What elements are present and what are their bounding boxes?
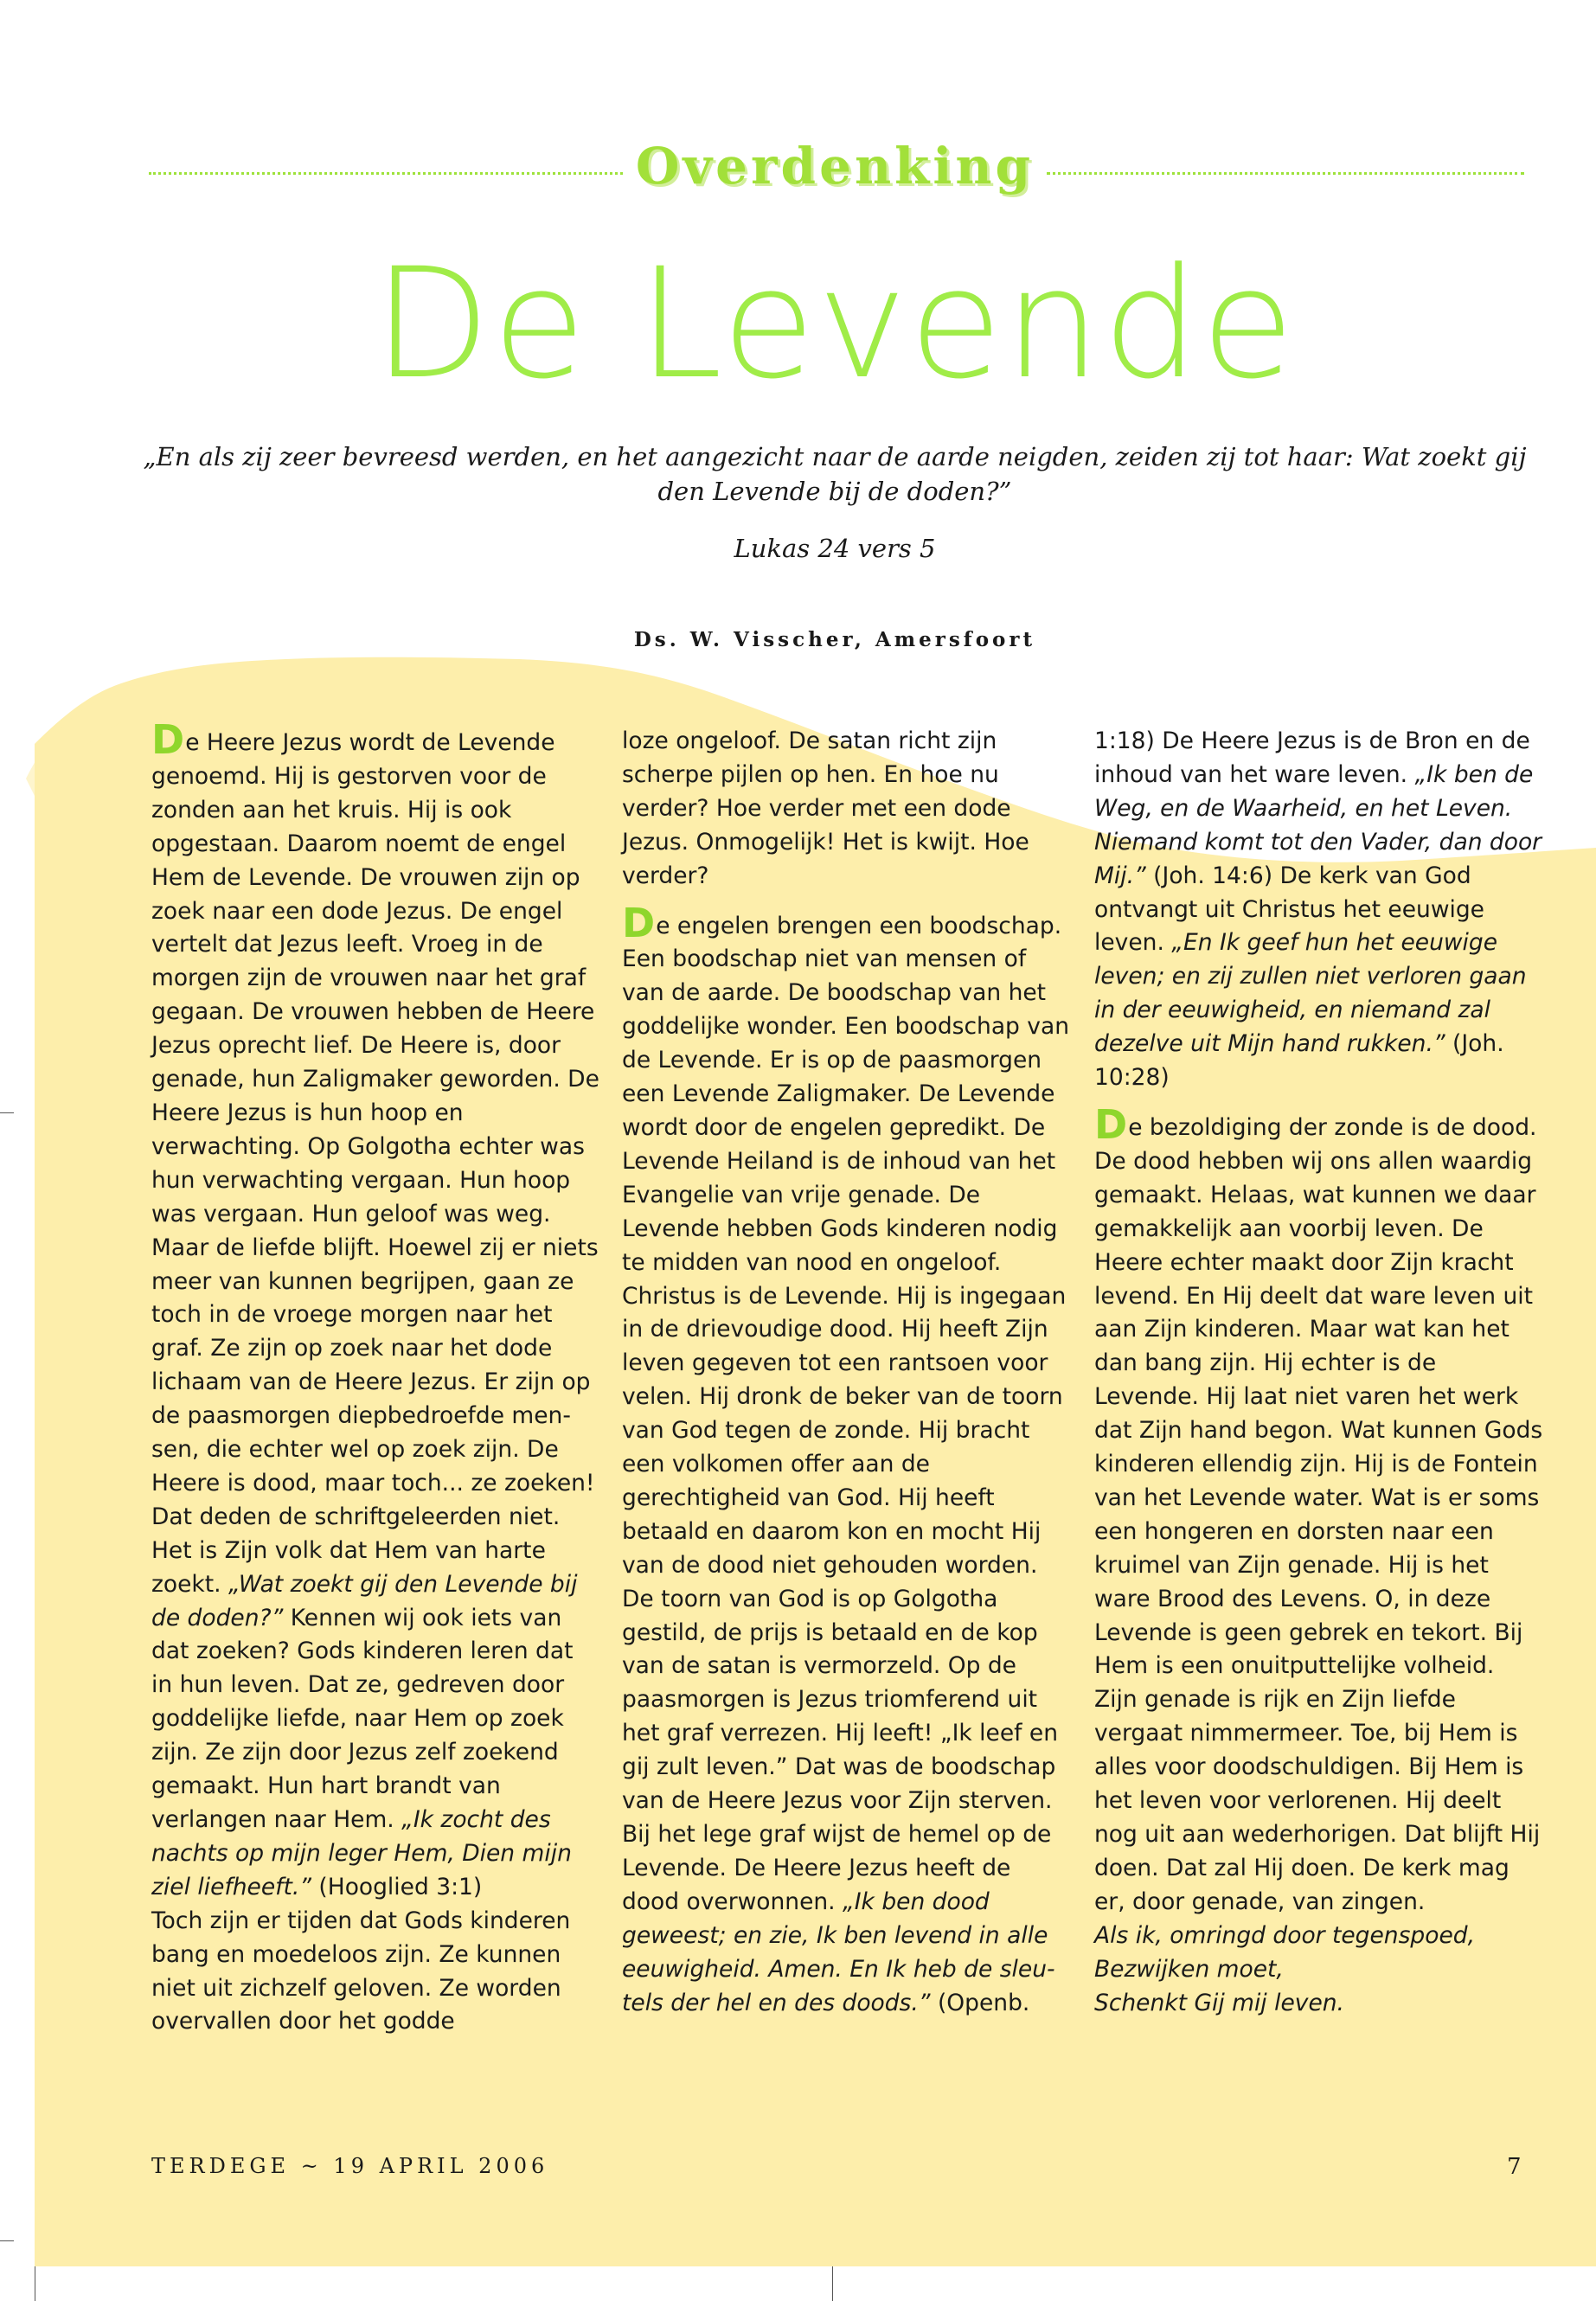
article-title: De Levende <box>373 235 1297 413</box>
body-text: loze ongeloof. De satan richt zijn scherpe pijlen op hen. En hoe nu verder? Hoe verder met een dode Jezus. Onmogelijk! Het is kwijt. Hoe verder? <box>622 727 1029 889</box>
body-text: (Hooglied 3:1) <box>311 1873 483 1900</box>
epigraph-reference: Lukas 24 vers 5 <box>734 534 936 563</box>
crop-mark-bottom-center <box>832 2266 833 2301</box>
body-text: 1:18) De Heere Jezus is de Bron en de inhoud van het ware leven. <box>1094 727 1530 788</box>
paragraph <box>151 716 601 1905</box>
scripture-quote: „Ik ben dood geweest; en zie, Ik ben levend in alle eeuwigheid. Amen. En Ik heb de sleutels der hel en des doods.” <box>622 1888 1055 2016</box>
page-number: 7 <box>1507 2154 1522 2180</box>
text-column-2 <box>622 725 1072 2020</box>
paragraph <box>622 899 1072 2021</box>
body-text: (Openb. <box>930 1989 1030 2016</box>
epigraph-quote: „En als zij zeer bevreesd werden, en het aangezicht naar de aarde neigden, zeiden zij tot haar: Wat zoekt gij den Levende bij de doden?” <box>143 442 1527 506</box>
body-text: (Joh. 14:6) De kerk van God ontvangt uit Christus het eeuwige leven. <box>1094 862 1484 957</box>
scripture-quote: „Wat zoekt gij den Levende bij de doden?” <box>151 1570 578 1631</box>
body-text: (Joh. 10:28) <box>1094 1030 1504 1092</box>
scripture-quote: „Ik ben de Weg, en de Waarheid, en het Leven. Niemand komt tot den Vader, dan door Mij.” <box>1094 760 1542 889</box>
drop-cap: D <box>622 899 656 946</box>
text-column-1 <box>151 716 601 2039</box>
drop-cap: D <box>151 716 185 763</box>
author-byline: Ds. W. Visscher, Amersfoort <box>633 628 1036 651</box>
dotted-rule-left <box>149 172 623 175</box>
drop-cap: D <box>1094 1100 1128 1148</box>
scripture-quote: „En Ik geef hun het eeuwige leven; en zij zullen niet verloren gaan in der eeuwigheid, en niemand zal dezelve uit Mijn hand rukken.” <box>1094 929 1527 1058</box>
paragraph <box>622 725 1072 894</box>
body-text: e Heere Jezus wordt de Levende genoemd. Hij is gestorven voor de zonden aan het kruis. Hij is ook opgestaan. Daarom noemt de engel Hem de Levende. De vrouwen zijn op zoek naar een dode Jezus. De engel vertelt dat Jezus leeft. Vroeg in de morgen zijn de vrouwen naar het graf gegaan. De vrouwen hebben de Heere Jezus oprecht lief. De Heere is, door genade, hun Zaligmaker geworden. De Heere Jezus is hun hoop en verwachting. Op Golgotha echter was hun verwachting vergaan. Hun hoop was vergaan. Hun geloof was weg. Maar de liefde blijft. Hoewel zij er niets meer van kunnen begrijpen, gaan ze toch in de vroege morgen naar het graf. Ze zijn op zoek naar het dode lichaam van de Heere Jezus. Er zijn op de paasmorgen diepbedroefde mensen, die echter wel op zoek zijn. De Heere is dood, maar toch... ze zoeken! Dat deden de schriftgeleerden niet. Het is Zijn volk dat Hem van harte zoekt. <box>151 729 599 1598</box>
verse-line: Als ik, omringd door tegenspoed, <box>1094 1921 1475 1949</box>
paragraph <box>1094 725 1544 1095</box>
verse-line: Bezwijken moet, <box>1094 1955 1284 1983</box>
paragraph <box>151 1905 601 2040</box>
body-text: e engelen brengen een boodschap. Een boodschap niet van mensen of van de aarde. De boodschap van het goddelijke wonder. Een boodschap van de Levende. Er is op de paasmorgen een Levende Zaligmaker. De Levende wordt door de engelen gepredikt. De Levende Heiland is de inhoud van het Evangelie van vrije genade. De Levende hebben Gods kinderen nodig te midden van nood en ongeloof. Christus is de Levende. Hij is ingegaan in de drievoudige dood. Hij heeft Zijn leven gegeven tot een rantsoen voor velen. Hij dronk de beker van de toorn van God tegen de zonde. Hij bracht een volkomen offer aan de gerechtigheid van God. Hij heeft betaald en daarom kon en mocht Hij van de dood niet gehouden worden. De toorn van God is op Golgotha gestild, de prijs is betaald en de kop van de satan is vermorzeld. Op de paasmorgen is Jezus triomferend uit het graf verrezen. Hij leeft! „Ik leef en gij zult leven.” Dat was de boodschap van de Heere Jezus voor Zijn sterven. Bij het lege graf wijst de hemel op de Levende. De Heere Jezus heeft de dood overwonnen. <box>622 912 1070 1915</box>
footer-magazine-date: TERDEGE ~ 19 APRIL 2006 <box>151 2154 549 2178</box>
verse-line: Schenkt Gij mij leven. <box>1094 1989 1344 2016</box>
section-title: Overdenking <box>635 137 1035 195</box>
crop-mark-left-bottom <box>0 2240 14 2241</box>
body-text: Toch zijn er tijden dat Gods kinderen bang en moedeloos zijn. Ze kunnen niet uit zichzelf geloven. Ze worden overvallen door het godde <box>151 1907 571 2035</box>
text-column-3 <box>1094 725 1544 2020</box>
scripture-quote: „Ik zocht des nachts op mijn leger Hem, Dien mijn ziel liefheeft.” <box>151 1806 572 1900</box>
paragraph <box>1094 1100 1544 2020</box>
dotted-rule-right <box>1047 172 1524 175</box>
body-text: Kennen wij ook iets van dat zoeken? Gods kinderen leren dat in hun leven. Dat ze, gedreven door goddelijke liefde, naar Hem op zoek zijn. Ze zijn door Jezus zelf zoekend gemaakt. Hun hart brandt van verlangen naar Hem. <box>151 1604 574 1833</box>
crop-mark-left-top <box>0 1112 14 1113</box>
body-text: e bezoldiging der zonde is de dood. De dood hebben wij ons allen waardig gemaakt. Helaas, wat kunnen we daar gemakkelijk aan voorbij leven. De Heere echter maakt door Zijn kracht levend. En Hij deelt dat ware leven uit aan Zijn kinderen. Maar wat kan het dan bang zijn. Hij echter is de Levende. Hij laat niet varen het werk dat Zijn hand begon. Wat kunnen Gods kinderen ellendig zijn. Hij is de Fontein van het Levende water. Wat is er soms een hongeren en dorsten naar een kruimel van Zijn genade. Hij is het ware Brood des Levens. O, in deze Levende is geen gebrek en tekort. Bij Hem is een onuitputtelijke volheid. Zijn genade is rijk en Zijn liefde vergaat nimmermeer. Toe, bij Hem is alles voor doodschuldigen. Bij Hem is het leven voor verlorenen. Hij deelt nog uit aan wederhorigen. Dat blijft Hij doen. Dat zal Hij doen. De kerk mag er, door genade, van zingen. <box>1094 1113 1543 1915</box>
